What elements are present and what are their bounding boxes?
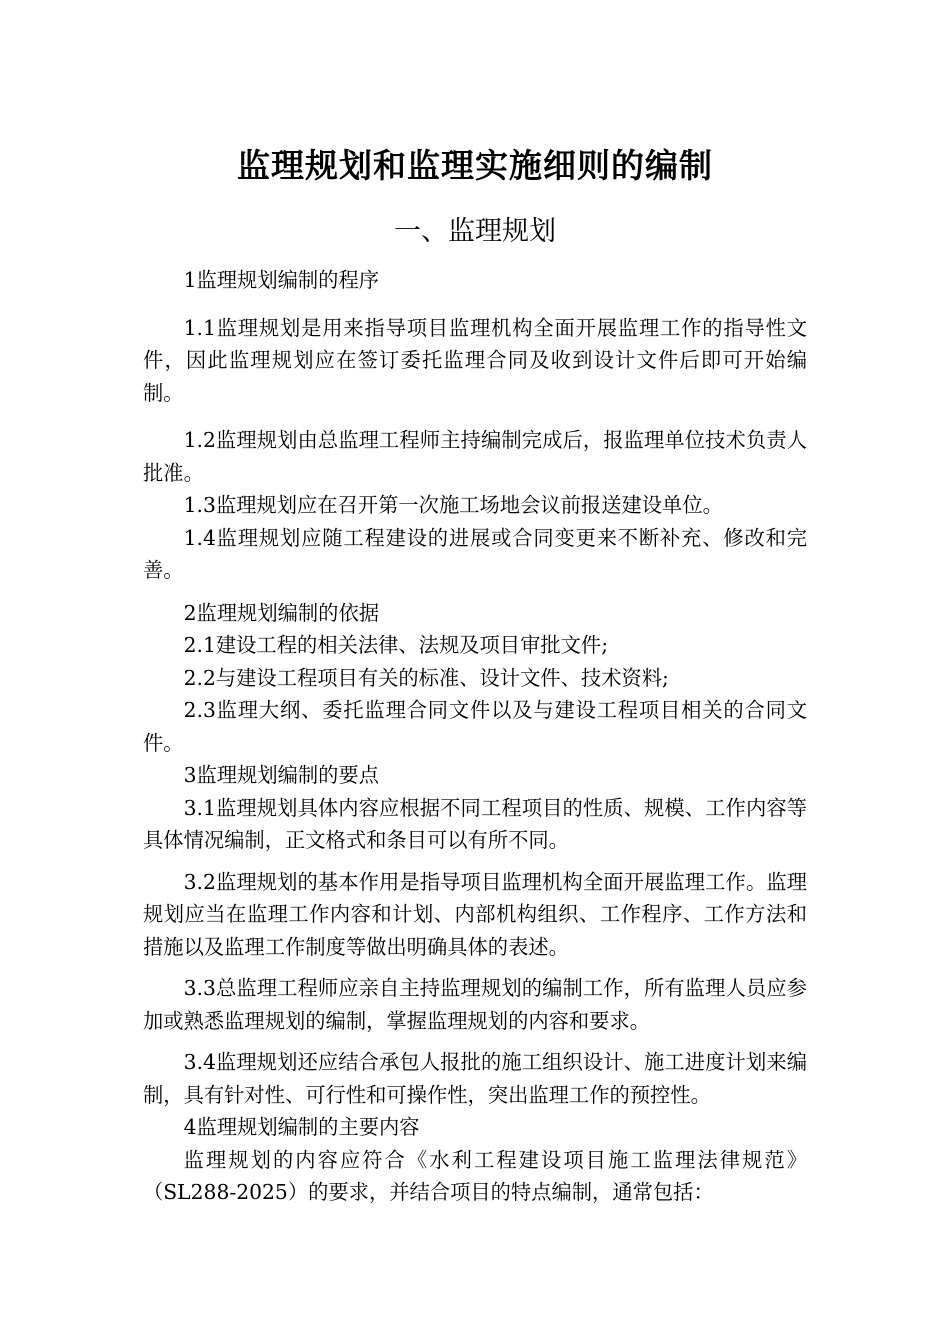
heading-3: 3监理规划编制的要点	[183, 763, 380, 787]
paragraph-3-1: 3.1监理规划具体内容应根据不同工程项目的性质、规模、工作内容等具体情况编制，正文格式和条目可以有所不同。	[143, 795, 807, 852]
heading-4: 4监理规划编制的主要内容	[183, 1115, 420, 1139]
paragraph-1-3: 1.3监理规划应在召开第一次施工场地会议前报送建设单位。	[183, 493, 723, 517]
paragraph-2-3: 2.3监理大纲、委托监理合同文件以及与建设工程项目相关的合同文件。	[143, 698, 807, 755]
section-heading: 一、监理规划	[394, 216, 556, 247]
document-title: 监理规划和监理实施细则的编制	[237, 146, 713, 185]
paragraph-1-4: 1.4监理规划应随工程建设的进展或合同变更来不断补充、修改和完善。	[143, 525, 807, 582]
paragraph-3-4: 3.4监理规划还应结合承包人报批的施工组织设计、施工进度计划来编制，具有针对性、可行性和可操作性，突出监理工作的预控性。	[143, 1050, 807, 1107]
paragraph-3-2: 3.2监理规划的基本作用是指导项目监理机构全面开展监理工作。监理规划应当在监理工作内容和计划、内部机构组织、工作程序、工作方法和措施以及监理工作制度等做出明确具体的表述。	[143, 869, 807, 959]
heading-1: 1监理规划编制的程序	[183, 268, 380, 292]
paragraph-3-3: 3.3总监理工程师应亲自主持监理规划的编制工作，所有监理人员应参加或熟悉监理规划的编制，掌握监理规划的内容和要求。	[143, 976, 807, 1033]
paragraph-2-2: 2.2与建设工程项目有关的标准、设计文件、技术资料;	[183, 665, 669, 690]
paragraph-1-1: 1.1监理规划是用来指导项目监理机构全面开展监理工作的指导性文件，因此监理规划应在签订委托监理合同及收到设计文件后即可开始编制。	[143, 315, 807, 405]
heading-2: 2监理规划编制的依据	[183, 600, 380, 625]
paragraph-1-2: 1.2监理规划由总监理工程师主持编制完成后，报监理单位技术负责人批准。	[143, 428, 807, 485]
document-body	[143, 264, 807, 1209]
paragraph-4-intro: 监理规划的内容应符合《水利工程建设项目施工监理法律规范》（SL288-2025）的要求，并结合项目的特点编制，通常包括：	[143, 1147, 807, 1204]
paragraph-2-1: 2.1建设工程的相关法律、法规及项目审批文件;	[183, 633, 609, 657]
